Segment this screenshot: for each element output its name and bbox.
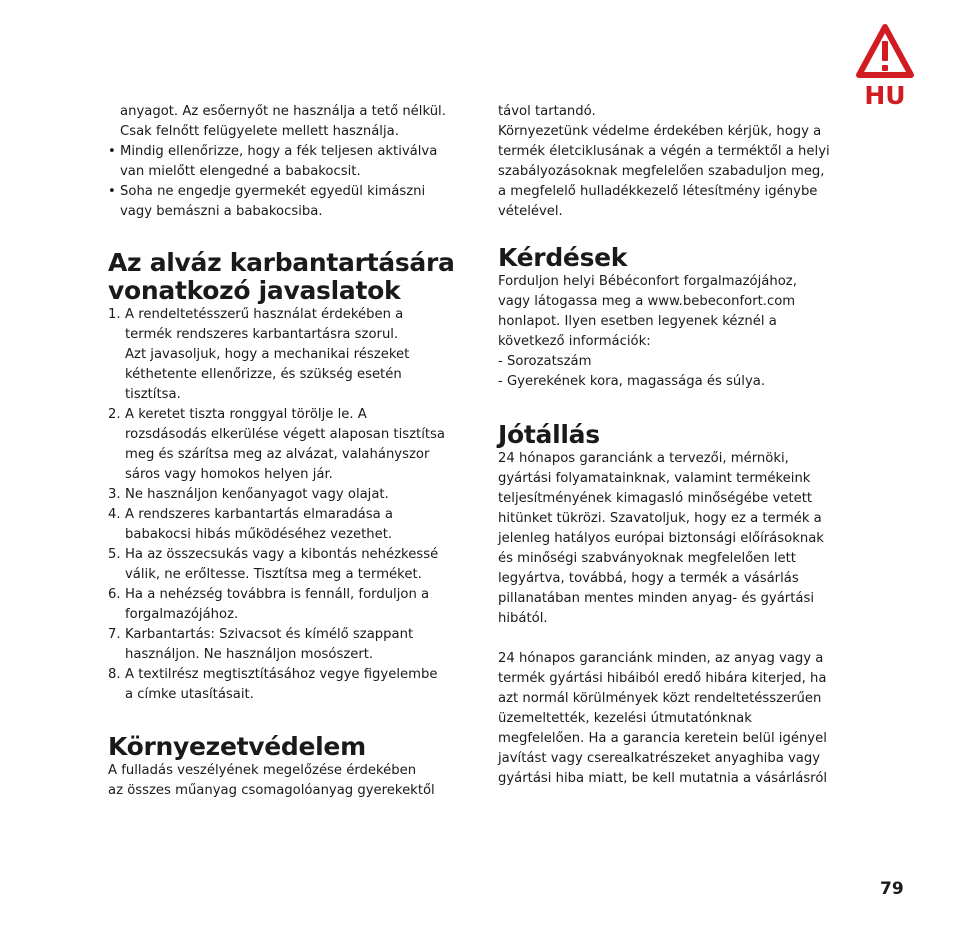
maintenance-item <box>108 505 468 545</box>
text-line: A rendszeres karbantartás elmaradása a <box>125 507 393 522</box>
text-line: • Soha ne engedje gyermekét egyedül kimászni <box>120 184 426 199</box>
text-line: Ha az összecsukás vagy a kibontás nehézkessé <box>125 547 439 562</box>
questions-heading: Kérdések <box>498 243 628 272</box>
bullet-item <box>108 142 468 182</box>
warranty-paragraph-2 <box>498 649 858 789</box>
item-number: 3. <box>108 487 121 502</box>
text-line: forgalmazójához. <box>125 607 239 622</box>
environment-heading: Környezetvédelem <box>108 732 366 761</box>
text-line: az összes műanyag csomagolóanyag gyerekektől <box>108 783 435 798</box>
maintenance-list <box>108 305 468 705</box>
text-line: következő információk: <box>498 334 651 349</box>
item-number: 1. <box>108 307 121 322</box>
item-number: 7. <box>108 627 121 642</box>
item-number: 4. <box>108 507 121 522</box>
text-line: távol tartandó. <box>498 104 596 119</box>
maintenance-item <box>108 665 468 705</box>
environment-continuation <box>498 102 858 222</box>
language-code: HU <box>864 81 906 110</box>
item-number: 6. <box>108 587 121 602</box>
safety-bullet-list <box>108 142 468 222</box>
text-line: anyagot. Az esőernyőt ne használja a tető nélkül. <box>120 104 446 119</box>
text-line: legyártva, továbbá, hogy a termék a vásárlás <box>498 571 799 586</box>
text-line: Karbantartás: Szivacsot és kímélő szappant <box>125 627 414 642</box>
text-line: rozsdásodás elkerülése végett alaposan tisztítsa <box>125 427 445 442</box>
text-line: termék életciklusának a végén a terméktől a helyi <box>498 144 830 159</box>
text-line: gyártási hiba miatt, be kell mutatnia a vásárlásról <box>498 771 828 786</box>
item-number: 2. <box>108 407 121 422</box>
bullet-item <box>108 182 468 222</box>
text-line: tisztítsa. <box>125 387 181 402</box>
text-line: 24 hónapos garanciánk a tervezői, mérnöki, <box>498 451 789 466</box>
text-line: kéthetente ellenőrizze, és szükség esetén <box>125 367 402 382</box>
left-column <box>108 102 468 801</box>
text-line: pillanatában mentes minden anyag- és gyártási <box>498 591 814 606</box>
text-line: vagy látogassa meg a www.bebeconfort.com <box>498 294 796 309</box>
text-line: gyártási folyamatainknak, valamint termékeink <box>498 471 811 486</box>
text-line: azt normál körülmények közt rendeltetésszerűen <box>498 691 822 706</box>
maintenance-item <box>108 405 468 485</box>
page-number: 79 <box>880 879 904 899</box>
maintenance-item <box>108 585 468 625</box>
right-column <box>498 102 858 789</box>
text-line: használjon. Ne használjon mosószert. <box>125 647 374 662</box>
text-line: termék gyártási hibáiból eredő hibára kiterjed, ha <box>498 671 827 686</box>
text-line: A rendeltetésszerű használat érdekében a <box>125 307 404 322</box>
text-line: - Sorozatszám <box>498 354 592 369</box>
text-line: A keretet tiszta ronggyal törölje le. A <box>125 407 367 422</box>
maintenance-item <box>108 485 468 505</box>
text-line: vételével. <box>498 204 563 219</box>
text-line: 24 hónapos garanciánk minden, az anyag vagy a <box>498 651 824 666</box>
maintenance-heading <box>108 249 468 305</box>
warning-badge <box>854 22 916 110</box>
text-line: vagy bemászni a babakocsiba. <box>120 204 323 219</box>
text-line: válik, ne erőltesse. Tisztítsa meg a terméket. <box>125 567 422 582</box>
maintenance-item <box>108 625 468 665</box>
text-line: termék rendszeres karbantartásra szorul. <box>125 327 399 342</box>
text-line: jelenleg hatályos európai biztonsági előírásoknak <box>498 531 824 546</box>
text-line: • Mindig ellenőrizze, hogy a fék teljesen aktiválva <box>120 144 438 159</box>
text-line: szabályozásoknak megfelelően szabaduljon meg, <box>498 164 825 179</box>
text-line: a címke utasításait. <box>125 687 254 702</box>
text-line: üzemeltették, kezelési útmutatónknak <box>498 711 752 726</box>
text-line: van mielőtt elengedné a babakocsit. <box>120 164 361 179</box>
item-number: 8. <box>108 667 121 682</box>
text-line: sáros vagy homokos helyen jár. <box>125 467 333 482</box>
heading-line: vonatkozó javaslatok <box>108 276 401 305</box>
text-line: meg és szárítsa meg az alvázat, valahányszor <box>125 447 430 462</box>
text-line: teljesítményének kimagasló minőségébe vetett <box>498 491 813 506</box>
text-line: hitünket tükrözi. Szavatoljuk, hogy ez a termék a <box>498 511 822 526</box>
item-number: 5. <box>108 547 121 562</box>
heading-line: Az alváz karbantartására <box>108 248 455 277</box>
text-line: hibától. <box>498 611 548 626</box>
intro-continuation <box>108 102 468 142</box>
text-line: babakocsi hibás működéséhez vezethet. <box>125 527 393 542</box>
text-line: Ne használjon kenőanyagot vagy olajat. <box>125 487 389 502</box>
text-line: Azt javasoljuk, hogy a mechanikai részeket <box>125 347 410 362</box>
text-line: honlapot. Ilyen esetben legyenek kéznél a <box>498 314 777 329</box>
warranty-heading: Jótállás <box>498 420 600 449</box>
environment-text <box>108 761 468 801</box>
warranty-paragraph-1 <box>498 449 858 629</box>
text-line: A fulladás veszélyének megelőzése érdekében <box>108 763 417 778</box>
text-line: Környezetünk védelme érdekében kérjük, hogy a <box>498 124 822 139</box>
text-line: és minőségi szabványoknak megfelelően lett <box>498 551 796 566</box>
paragraph-gap <box>498 629 858 649</box>
text-line: megfelelően. Ha a garancia keretein belül igényel <box>498 731 827 746</box>
maintenance-item <box>108 305 468 405</box>
text-line: a megfelelő hulladékkezelő létesítmény igénybe <box>498 184 818 199</box>
questions-text <box>498 272 858 392</box>
text-line: Forduljon helyi Bébéconfort forgalmazójához, <box>498 274 797 289</box>
text-line: Ha a nehézség továbbra is fennáll, forduljon a <box>125 587 430 602</box>
text-line: - Gyerekének kora, magassága és súlya. <box>498 374 766 389</box>
maintenance-item <box>108 545 468 585</box>
warning-triangle-icon <box>854 22 916 82</box>
text-line: Csak felnőtt felügyelete mellett használja. <box>120 124 399 139</box>
text-line: A textilrész megtisztításához vegye figyelembe <box>125 667 438 682</box>
text-line: javítást vagy cserealkatrészeket anyaghiba vagy <box>498 751 821 766</box>
